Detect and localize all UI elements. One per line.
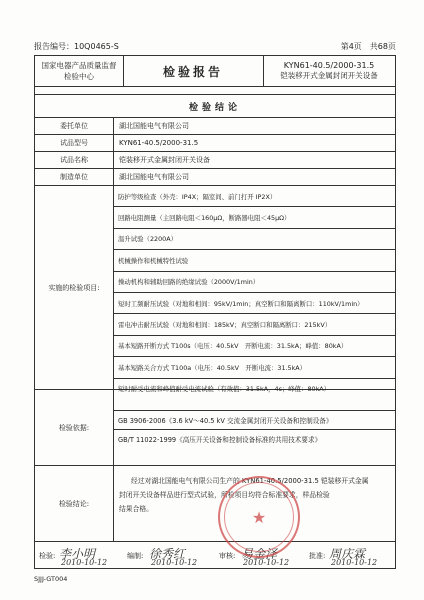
report-header (35, 56, 395, 87)
product-model: KYN61-40.5/2000-31.5 (283, 61, 375, 70)
basis-standard: GB 3906-2006《3.6 kV～40.5 kV 交流金属封闭开关设备和控制设备》 (113, 410, 395, 430)
signature-date: 2010-10-12 (61, 558, 108, 567)
info-row-client: 委托单位 湖北国能电气有限公司 (35, 118, 395, 135)
signature-name: 易金泽 (241, 547, 278, 561)
seal-star-icon: ★ (251, 508, 267, 527)
test-item: 基本短路关合方式 T100a（电压：40.5kV 开断电流：31.5kA） (113, 357, 395, 378)
test-item: 短时耐受电流和峰值耐受电流试验（有效值：31.5kA，4s；峰值：80kA） (118, 385, 331, 394)
form-code: SJJJ-GT004 (34, 575, 68, 583)
test-item: 基本短路开断方式 T100s（电压：40.5kV 开断电流：31.5kA；峰值：80kA） (113, 336, 395, 357)
test-item: 雷电冲击耐压试验（对地和相间：185kV；真空断口和隔离断口：215kV） (113, 314, 395, 335)
info-row-name: 试品名称 铠装移开式金属封闭开关设备 (35, 152, 395, 169)
section-title: 检验结论 (35, 95, 395, 118)
signature-role: 编制: (127, 552, 144, 560)
product-name: 铠装移开式金属封闭开关设备 (280, 71, 378, 80)
signature-name: 徐秀红 (149, 547, 186, 561)
product-heading (263, 56, 395, 86)
test-item: 温升试验（2200A） (113, 229, 395, 250)
signature-role: 批准: (309, 552, 326, 560)
report-topbar (34, 39, 396, 53)
page-indicator: 第4页 共68页 (340, 42, 396, 51)
report-frame (34, 55, 396, 569)
test-item: 回路电阻测量（主回路电阻＜160μΩ，断路器电阻＜45μΩ） (113, 207, 395, 228)
conclusion-text: 经过对湖北国能电气有限公司生产的 KYN61-40.5/2000-31.5 铠装移开式金属 封闭开关设备样品进行型式试验，所检项目均符合标准要求，样品检验 结果合格。 (119, 477, 369, 513)
test-items-list (113, 186, 395, 399)
signature-date: 2010-10-12 (243, 558, 290, 567)
info-row-manufacturer: 制造单位 湖北国能电气有限公司 (35, 169, 395, 186)
signature-role: 检验: (39, 552, 56, 560)
header-gap (35, 86, 395, 95)
signature-row (35, 542, 395, 568)
official-seal (218, 476, 300, 558)
test-item: 短时工频耐压试验（对地和相间：95kV/1min；真空断口和隔离断口：110kV/1min） (113, 293, 395, 314)
info-row-model: 试品型号 KYN61-40.5/2000-31.5 (35, 135, 395, 152)
basis-list (113, 410, 395, 448)
signature-role: 审核: (219, 552, 236, 560)
test-item: 操动机构和辅助回路的绝缘试验（2000V/1min） (113, 272, 395, 293)
signature-name: 李小明 (59, 547, 96, 561)
basis-section (35, 390, 395, 466)
issuing-org: 国家电器产品质量监督 检验中心 (35, 56, 124, 86)
test-item: 防护等级检查（外壳：IP4X；隔室间、前门打开 IP2X） (113, 186, 395, 207)
test-items-section (35, 186, 395, 394)
conclusion-label: 检验结论: (35, 466, 114, 541)
signature-name: 周庆霖 (329, 547, 366, 561)
test-item: 机械操作和机械特性试验 (113, 250, 395, 271)
signature-date: 2010-10-12 (151, 558, 198, 567)
report-title: 检验报告 (123, 56, 264, 86)
signature-date: 2010-10-12 (331, 558, 378, 567)
basis-standard: GB/T 11022-1999《高压开关设备和控制设备标准的共用技术要求》 (118, 436, 322, 444)
conclusion-section (35, 466, 395, 542)
basis-label: 检验依据: (35, 390, 114, 465)
test-items-label: 实施的检验项目: (35, 186, 114, 389)
report-number: 报告编号：10Q0465-S (34, 42, 119, 51)
